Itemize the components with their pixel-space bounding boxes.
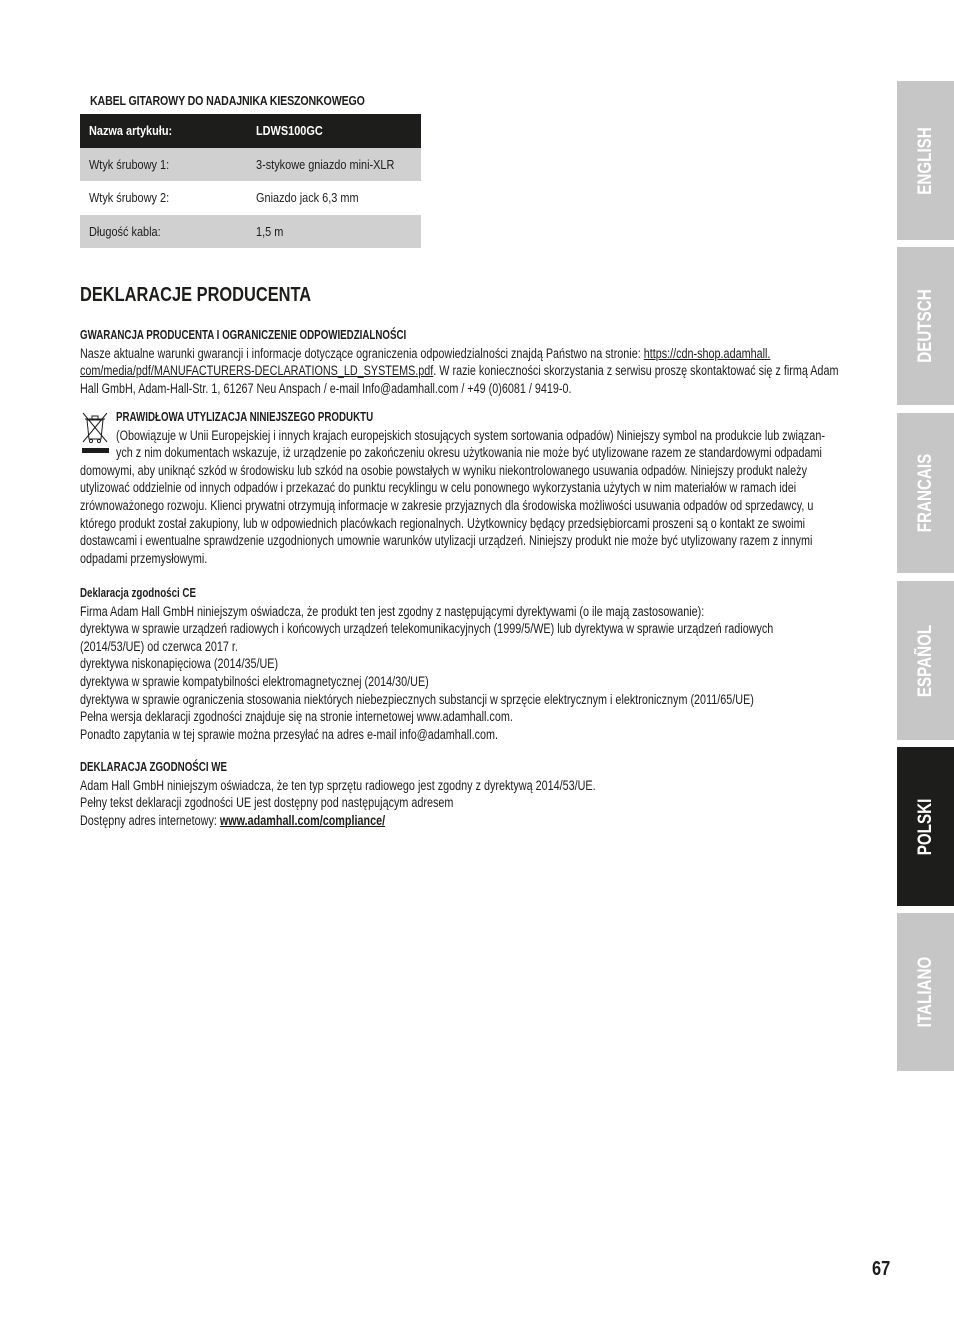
tab-espanol[interactable] xyxy=(897,581,954,740)
warranty-title: GWARANCJA PRODUCENTA I OGRANICZENIE ODPOWIEDZIALNOŚCI xyxy=(80,328,407,342)
tab-label: ESPAÑOL xyxy=(914,624,936,697)
paragraph-line: (2014/53/UE) od czerwca 2017 r. xyxy=(80,638,238,654)
table-row xyxy=(80,215,421,249)
paragraph-line: Adam Hall GmbH niniejszym oświadcza, że ten typ sprzętu radiowego jest zgodny z dyrektywą 2014/53/UE. xyxy=(80,777,596,793)
paragraph-line: ych z nim dokumentach wskazuje, iż urządzenie po zakończeniu okresu użytkowania nie może być utylizowane razem ze standardowymi odpadami xyxy=(116,445,822,461)
tab-label: ENGLISH xyxy=(914,126,936,195)
tab-label: FRANCAIS xyxy=(914,453,936,533)
paragraph-line: (Obowiązuje w Unii Europejskiej i innych krajach europejskich stosujących system sortowania odpadów) Niniejszy symbol na produkcie lub związan- xyxy=(116,427,825,443)
paragraph-line: Firma Adam Hall GmbH niniejszym oświadcza, że produkt ten jest zgodny z następującymi dyrektywami (o ile mają zastosowanie): xyxy=(80,603,705,619)
page-number: 67 xyxy=(872,1258,891,1280)
tab-polski[interactable] xyxy=(897,747,954,906)
we-title: DEKLARACJA ZGODNOŚCI WE xyxy=(80,760,227,774)
table-cell: Długość kabla: xyxy=(80,215,247,249)
paragraph-line: Dostępny adres internetowy: www.adamhall.com/compliance/ xyxy=(80,812,386,828)
tab-label: ITALIANO xyxy=(914,956,936,1028)
tab-english[interactable] xyxy=(897,81,954,240)
table-row xyxy=(80,148,421,182)
section-title: KABEL GITAROWY DO NADAJNIKA KIESZONKOWEGO xyxy=(90,93,365,108)
paragraph-line: Ponadto zapytania w tej sprawie można przesyłać na adres e-mail info@adamhall.com. xyxy=(80,726,498,742)
tab-label: POLSKI xyxy=(914,798,936,855)
paragraph-line: dyrektywa w sprawie ograniczenia stosowania niektórych niebezpiecznych substancji w sprzęcie elektrycznym i elektronicznym (2011/65/UE) xyxy=(80,691,754,707)
spec-table xyxy=(80,114,421,248)
paragraph-line: domowymi, aby uniknąć szkód w środowisku lub szkód na osobie powstałych w wyniku niekontrolowanego usuwania odpadów. Niniejszy produkt należy xyxy=(80,462,807,478)
declarations-heading: DEKLARACJE PRODUCENTA xyxy=(80,284,312,306)
tab-italiano[interactable] xyxy=(897,913,954,1071)
tab-deutsch[interactable] xyxy=(897,247,954,405)
paragraph-line: odpadami przemysłowymi. xyxy=(80,550,208,566)
tab-francais[interactable] xyxy=(897,413,954,573)
we-section xyxy=(80,759,880,829)
paragraph-line: dyrektywa w sprawie kompatybilności elektromagnetycznej (2014/30/UE) xyxy=(80,673,429,689)
warranty-section xyxy=(80,327,880,397)
ce-section xyxy=(80,585,880,743)
paragraph-line: dyrektywa niskonapięciowa (2014/35/UE) xyxy=(80,656,279,672)
table-cell: Wtyk śrubowy 2: xyxy=(80,181,247,215)
table-header-row xyxy=(80,114,421,148)
disposal-title: PRAWIDŁOWA UTYLIZACJA NINIEJSZEGO PRODUKTU xyxy=(116,410,374,424)
paragraph-line: zrównoważonego rozwoju. Klienci prywatni otrzymują informacje w zakresie przyjaznych dla środowiska możliwości usuwania odpadów od sprzedawcy, u xyxy=(80,497,814,513)
paragraph-line: dostawcami i ewentualne sprawdzenie uzgodnionych umownie warunków utylizacji urządzeń. Niniejszy produkt nie może być utylizowany razem z innymi xyxy=(80,533,813,549)
paragraph-line: którego produkt został zakupiony, lub w odpowiednich placówkach regionalnych. Użytkownicy będący przedsiębiorcami proszeni są o kontakt ze swoimi xyxy=(80,515,805,531)
paragraph-line: Pełny tekst deklaracji zgodności UE jest dostępny pod następującym adresem xyxy=(80,795,454,811)
tab-label: DEUTSCH xyxy=(914,289,936,363)
table-cell: Wtyk śrubowy 1: xyxy=(80,148,247,182)
table-cell: 3-stykowe gniazdo mini-XLR xyxy=(247,148,421,182)
paragraph-line: Hall GmbH, Adam-Hall-Str. 1, 61267 Neu Anspach / e-mail Info@adamhall.com / +49 (0)6081 / 9419-0. xyxy=(80,380,572,396)
warranty-link[interactable]: com/media/pdf/MANUFACTURERS-DECLARATIONS_LD_SYSTEMS.pdf xyxy=(80,363,434,379)
warranty-link[interactable]: https://cdn-shop.adamhall. xyxy=(643,345,771,361)
compliance-link[interactable]: www.adamhall.com/compliance/ xyxy=(219,812,386,828)
paragraph-line: dyrektywa w sprawie urządzeń radiowych i końcowych urządzeń telekomunikacyjnych (1999/5/WE) lub dyrektywa w sprawie urządzeń radiowych xyxy=(80,621,774,637)
table-header-cell: Nazwa artykułu: xyxy=(80,114,247,148)
paragraph-line: Nasze aktualne warunki gwarancji i informacje dotyczące ograniczenia odpowiedzialności znajdą Państwo na stronie: https://cdn-shop.adamhall. xyxy=(80,345,771,361)
table-cell: Gniazdo jack 6,3 mm xyxy=(247,181,421,215)
table-header-cell: LDWS100GC xyxy=(247,114,421,148)
paragraph-line: Pełna wersja deklaracji zgodności znajduje się na stronie internetowej www.adamhall.com. xyxy=(80,709,513,725)
paragraph-line: com/media/pdf/MANUFACTURERS-DECLARATIONS_LD_SYSTEMS.pdf. W razie konieczności skorzystania z serwisu proszę skontaktować się z firmą Adam xyxy=(80,363,839,379)
ce-title: Deklaracja zgodności CE xyxy=(80,586,196,600)
paragraph-line: utylizować oddzielnie od innych odpadów i przekazać do punktu recyklingu w celu ponownego wykorzystania użytych w nim materiałów w ramach idei xyxy=(80,480,797,496)
table-cell: 1,5 m xyxy=(247,215,421,249)
table-row xyxy=(80,181,421,215)
disposal-section xyxy=(80,409,880,567)
